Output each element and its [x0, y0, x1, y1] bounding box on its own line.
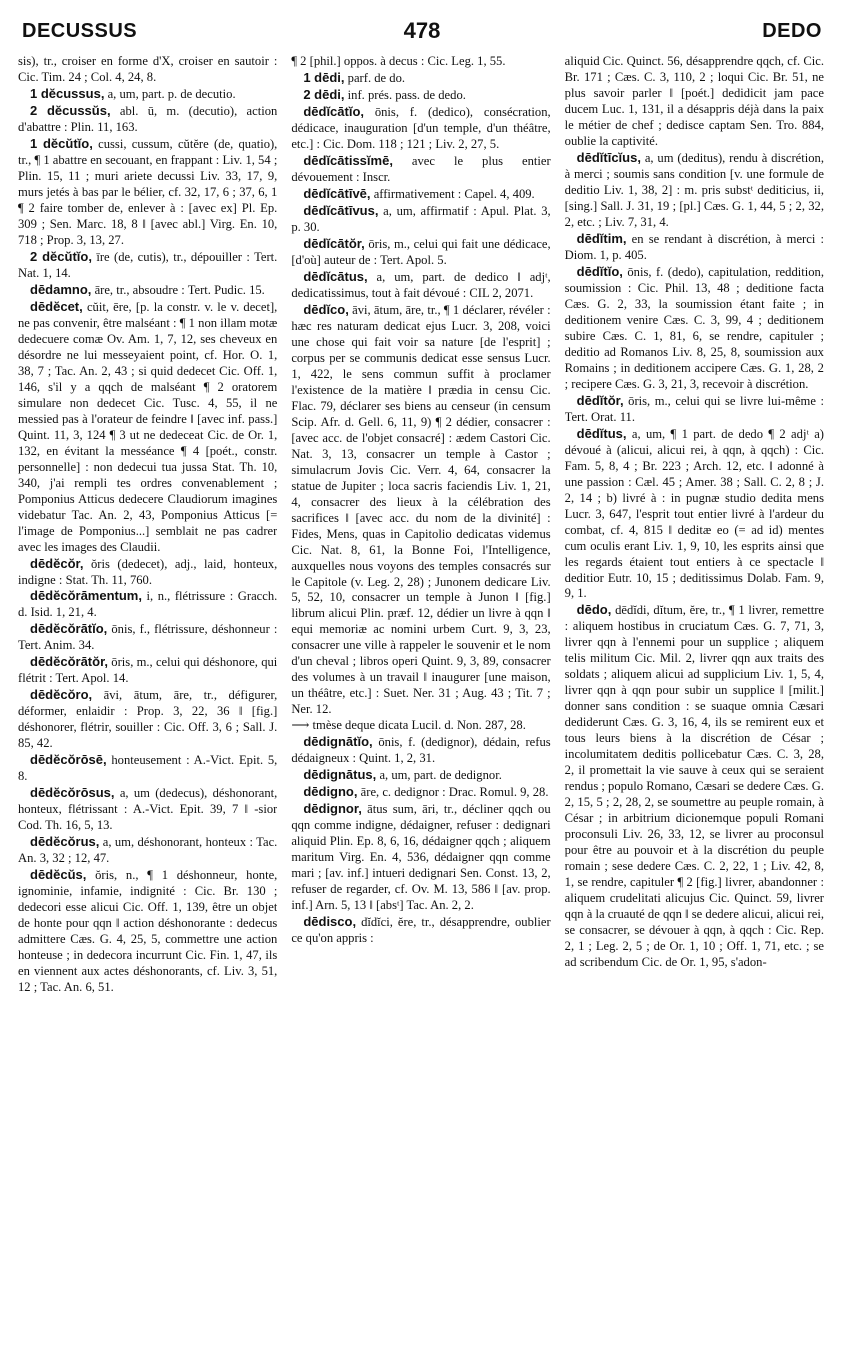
entry-headword: dēdĭcātus, [303, 268, 368, 284]
entry-text: ōris, m., celui qui se livre lui-même : Tert. Orat. 11. [564, 393, 824, 424]
entry-text: honteusement : A.-Vict. Epit. 5, 8. [18, 753, 278, 784]
entry-text: avec le plus entier dévouement : Inscr. [291, 153, 551, 184]
entry-headword: dēdĭco, [303, 301, 349, 317]
dictionary-entry [291, 734, 550, 767]
entry-headword: dēdĕcŏrus, [30, 834, 100, 850]
page-number: 478 [403, 18, 441, 43]
entry-text: āvi, ātum, āre, tr., défigurer, déformer, enlaidir : Prop. 3, 22, 36 ‖ [fig.] déshonorer, flétrir, souiller : Cic. Off. 3, 6 ; Sall. J. 85, 42. [18, 688, 278, 751]
left-running-headword: DECUSSUS [22, 20, 138, 42]
entry-headword: 1 dĕcussus, [30, 85, 105, 101]
dictionary-entry [18, 654, 277, 687]
dictionary-entry [18, 54, 277, 86]
dictionary-entry [18, 687, 277, 752]
entry-text: ōnis, f. (dedo), capitulation, reddition, soumission : Cic. Phil. 13, 48 ; deditione facta Cæs. G. 2, 33, la soumission étant faite ; in deditionem venire Cæs. C. 3, 99, 4 ; deditionem subire Cæs. C. 1, 81, 6, se rendre, capituler ; deditio ad Romanos Liv. 8, 25, 8, soumission aux Romains ; in deditionem accipere Cæs. G. 1, 28, 2 ; recipere Cæs. G. 3, 21, 3, recevoir à discrétion. [564, 264, 824, 391]
entry-text: en se rendant à discrétion, à merci : Diom. 1, p. 405. [564, 231, 824, 262]
entry-headword: dēdĭcātīvē, [303, 185, 371, 201]
dictionary-entry [291, 203, 550, 236]
entry-text: ōris, m., celui qui fait une dédicace, [d'où] auteur de : Tert. Apol. 5. [291, 236, 551, 267]
dictionary-entry [291, 186, 550, 203]
dictionary-entry [18, 249, 277, 282]
entry-text: dēdĭdi, dĭtum, ĕre, tr., ¶ 1 livrer, remettre : aliquem hostibus in cruciatum Cæs. G. 7, 71, 3, livrer qqn à l'ennemi pour un supplice ; aliquem telis militum Cic. Mil. 2, livrer qqn aux traits des soldats ; aliquem alicui ad supplicium Liv. 1, 5, 4, livrer qqn à qqn pour subir un supplice ‖ [milit.] donner sans condition : se suaque omnia Cæsari dediderunt Cæs. G. 3, 16, 4, ils se remirent eux et tous leurs biens à la discrétion de César ; incolumitatem deditis pollicebatur Cæs. C. 3, 28, 2, il promettait la vie sauve à ceux qui se seraient rendus ; populo Romano, Cæsari se dedere Cæs. G. 2, 15, 5 ; 2, 28, 2, se soumettre au peuple romain, à César ; in arbitrium dicionemque populi Romani proconsuli Liv. 26, 33, 12, se livrer au proconsul pour être au pouvoir et à la discrétion du peuple romain ; sese dedere Cæs. C. 2, 22, 1 ; Liv. 42, 8, 1, se rendre, capituler ¶ 2 [fig.] livrer, abandonner : aliquem crudelitati alicujus Cic. Quinct. 59, livrer qqn à la cruauté de qqn ‖ se dedere alicui, alicui rei, se consacrer, se dévouer à qqn, à qqch : Cic. Rep. 2, 1 ; Leg. 2, 5 ; de Or. 1, 10 ; Off. 1, 71, etc. ; se ad scribendum Cic. de Or. 1, 95, s'adon- [564, 603, 824, 970]
entry-text: īre (de, cutis), tr., dépouiller : Tert. Nat. 1, 14. [18, 249, 278, 280]
dictionary-entry [291, 70, 550, 87]
entry-text: ōnis, f. (dedico), consécration, dédicace, inauguration [d'un temple, d'un théâtre, etc.] : Cic. Dom. 118 ; 121 ; Liv. 2, 27, 5. [291, 104, 551, 151]
entry-headword: dēdĭcātĭo, [303, 103, 365, 119]
entry-text: dĭdĭci, ĕre, tr., désapprendre, oublier ce qu'on appris : [291, 915, 551, 946]
entry-headword: dēdisco, [303, 914, 357, 930]
entry-text: a, um (deditus), rendu à discrétion, à merci ; soumis sans condition [v. une formule de deditio Liv. 1, 38, 2] : m. pris substᵗ dediticius, ii, [sing.] Sall. J. 31, 19 ; [pl.] Cæs. G. 1, 44, 5 ; 2, 32, 2, etc. ; Liv. 7, 31, 4. [564, 150, 824, 229]
dictionary-entry [291, 767, 550, 784]
column-3 [565, 54, 824, 1344]
entry-text: a, um, part. de dedico ‖ adjᵗ, dedicatissimus, tout à fait dévoué : CIL 2, 2071. [291, 269, 551, 300]
entry-headword: dēdĭtŏr, [576, 392, 624, 408]
dictionary-entry [565, 602, 824, 971]
entry-text: ŏris (dedecet), adj., laid, honteux, indigne : Stat. Th. 11, 760. [18, 556, 278, 587]
dictionary-entry [565, 426, 824, 603]
entry-headword: dēdĭcātissĭmē, [303, 152, 393, 168]
dictionary-entry [291, 914, 550, 947]
entry-headword: dēdĭcātŏr, [303, 235, 365, 251]
entry-headword: dēdigno, [303, 784, 358, 800]
dictionary-entry [291, 302, 550, 719]
dictionary-entry [18, 867, 277, 996]
entry-headword: dēdignor, [303, 801, 362, 817]
dictionary-entry [18, 299, 277, 556]
dictionary-entry [565, 150, 824, 231]
entry-text: ¶ 2 [phil.] oppos. à decus : Cic. Leg. 1, 55. [291, 54, 506, 68]
dictionary-entry [291, 718, 550, 734]
entry-headword: dēdĕcŏrātĭo, [30, 621, 108, 637]
entry-headword: dēdĭtīcĭus, [576, 149, 641, 165]
column-1 [18, 54, 277, 1344]
entry-text: abl. ū, m. (decutio), action d'abattre : Plin. 11, 163. [18, 103, 278, 134]
entry-text: affirmativement : Capel. 4, 409. [373, 186, 535, 201]
entry-headword: dēdĕcŏrātŏr, [30, 654, 109, 670]
entry-text: cŭit, ēre, [p. la constr. v. le v. decet], ne pas convenir, être malséant : ¶ 1 non illam motæ dedecuere comæ Ov. Am. 1, 7, 12, ses cheveux en désordre ne lui messeyaient point, cf. Hor. O. 1, 38, 7 ; Tac. An. 2, 43 ; si quid dedecet Cic. Off. 1, 146, s'il y a qqch de malséant ¶ 2 oratorem simulare non dedecet Cic. Tusc. 4, 55, il ne messied pas à l'orateur de feindre ‖ [avec inf. pass.] Quint. 11, 3, 124 ¶ 3 ut ne dedeceat Cic. de Or. 1, 132, en évitant la messéance ¶ 4 [poét., constr. personnelle] : non dedecui tua jussa Stat. Th. 10, 340, j'ai rempli tes ordres convenablement ; Pomponius Atticus dedecere Claudiorum imagines videbatur Tac. An. 2, 43, Pomponius Atticus [= l'image de Pomponius...] semblait ne pas cadrer avec les images des Claudii. [18, 299, 278, 554]
dictionary-entry [18, 834, 277, 867]
entry-text: āvi, ātum, āre, tr., ¶ 1 déclarer, révéler : hæc res naturam dedicat ejus Lucr. 3, 208, voici une chose qui fait voir sa nature [de l'esprit] ; corpus per se communis dedicat esse sensus Lucr. 1, 422, le sens commun suffit à proclamer l'existence de la matière ‖ prædia in censu Cic. Flac. 79, déclarer ses biens au censeur (in censum Scip. Afr. d. Gell. 6, 11, 9) ¶ 2 dédier, consacrer : [avec acc. de l'objet consacré] : ædem Castori Cic. Nat. 3, 13, consacrer un temple à Castor ; simulacrum Jovis Cic. Verr. 4, 64, consacrer la statue de Jupiter ; loca sacris faciendis Liv. 1, 21, 4, consacrer des lieux à la célébration des sacrifices ‖ [avec acc. du nom de la divinité] : Fides, Mens, quas in Capitolio dedicatas videmus Cic. Nat. 8, 61, la Bonne Foi, l'Intelligence, auxquelles nous voyons des temples consacrés sur le Capitole (v. Leg. 2, 28) ; Junonem dedicare Liv. 5, 52, 10, consacrer un temple à Junon ‖ [fig.] librum alicui Plin. præf. 12, dédier un livre à qqn ‖ equi memoriæ ac nomini urbem Curt. 9, 3, 23, consacrer une ville à rappeler le souvenir et le nom d'un cheval ; libros operi Quint. 9, 3, 89, consacrer des volumes à un travail ‖ inaugurer [une maison, un théâtre, etc.] : Suet. Ner. 31 ; Aug. 43 ; Tit. 7 ; Ner. 12. [291, 302, 551, 717]
entry-text: āre, c. dedignor : Drac. Romul. 9, 28. [360, 785, 549, 800]
entry-headword: dēdĭtim, [576, 230, 627, 246]
dictionary-columns [18, 54, 824, 1344]
column-2 [291, 54, 550, 1344]
dictionary-entry [291, 54, 550, 70]
entry-text: a, um, déshonorant, honteux : Tac. An. 3, 32 ; 12, 47. [18, 835, 278, 866]
dictionary-entry [18, 282, 277, 299]
entry-headword: 1 dēdi, [303, 69, 345, 85]
entry-headword: dēdĭcātīvus, [303, 202, 379, 218]
entry-headword: 1 dĕcŭtĭo, [30, 135, 93, 151]
dictionary-entry [291, 104, 550, 153]
dictionary-entry [291, 87, 550, 104]
entry-text: a, um, part. de dedignor. [379, 768, 502, 783]
entry-headword: dēdĕcŭs, [30, 867, 87, 883]
entry-headword: dēdĕcet, [30, 298, 83, 314]
entry-text: aliquid Cic. Quinct. 56, désapprendre qqch, cf. Cic. Br. 171 ; Cæs. C. 3, 110, 2 ; loqui Cic. Br. 51, ne plus savoir parler ‖ [poét.] dedidicit jam pace ducem Luc. 1, 131, il a désappris déjà dans la paix le métier de chef ; dedisce captam Sen. Tro. 884, oublie la captivité. [564, 54, 824, 148]
dictionary-entry [291, 236, 550, 269]
entry-headword: 2 dĕcussŭs, [30, 102, 111, 118]
entry-text: a, um, affirmatif : Apul. Plat. 3, p. 30. [291, 203, 551, 234]
entry-text: ōnis, f. (dedignor), dédain, refus dédaigneux : Quint. 1, 2, 31. [291, 735, 551, 766]
entry-text: a, um (dedecus), déshonorant, honteux, flétrissant : A.-Vict. Epit. 39, 7 ‖ -sior Cod. Th. 16, 5, 13. [18, 786, 278, 833]
dictionary-entry [565, 54, 824, 150]
entry-headword: dēdĭtus, [576, 425, 627, 441]
right-running-headword: DEDO [762, 20, 822, 42]
dictionary-entry [565, 231, 824, 264]
dictionary-entry [18, 785, 277, 834]
dictionary-entry [18, 103, 277, 136]
entry-text: parf. de do. [347, 70, 406, 85]
entry-text: i, n., flétrissure : Gracch. d. Isid. 1, 21, 4. [18, 589, 278, 620]
entry-text: inf. prés. pass. de dedo. [347, 87, 466, 102]
dictionary-entry [18, 621, 277, 654]
entry-headword: dēdĕcŏrōsē, [30, 752, 107, 768]
page-header [22, 14, 822, 48]
dictionary-entry [18, 588, 277, 621]
dictionary-entry [18, 136, 277, 249]
entry-headword: dēdĭtĭo, [576, 263, 623, 279]
entry-headword: dēdĕcŏr, [30, 555, 84, 571]
entry-headword: dēdignātus, [303, 767, 377, 783]
dictionary-entry [18, 86, 277, 103]
entry-text: ⟶ tmèse deque dicata Lucil. d. Non. 287, 28. [291, 718, 526, 733]
entry-text: āre, tr., absoudre : Tert. Pudic. 15. [94, 282, 265, 297]
dictionary-entry [565, 393, 824, 426]
entry-headword: dēdignātĭo, [303, 734, 373, 750]
entry-text: a, um, part. p. de decutio. [107, 86, 236, 101]
entry-headword: 2 dĕcŭtĭo, [30, 248, 92, 264]
entry-text: sis), tr., croiser en forme d'X, croiser en sautoir : Cic. Tim. 24 ; Col. 4, 24, 8. [18, 54, 278, 84]
entry-text: ōris, m., celui qui déshonore, qui flétrit : Tert. Apol. 14. [18, 655, 278, 686]
dictionary-entry [291, 153, 550, 186]
entry-text: ŏris, n., ¶ 1 déshonneur, honte, ignominie, infamie, indignité : Cic. Br. 130 ; dedecori esse alicui Cic. Off. 1, 139, être un objet de honte pour qqn ‖ action déshonorante : dedecus admittere Cæs. G. 4, 25, 5, commettre une action honteuse ; in dedecora incurrunt Cic. Fin. 1, 47, ils en viennent aux actes déshonorants, cf. Liv. 3, 51, 12 ; Tac. An. 6, 51. [18, 868, 278, 995]
dictionary-entry [18, 556, 277, 589]
entry-text: a, um, ¶ 1 part. de dedo ¶ 2 adjᵗ a) dévoué à (alicui, alicui rei, à qqn, à qqch) : Cic. Fam. 5, 8, 4 ; Br. 223 ; Arch. 12, etc. ‖ adonné à une passion : Cæl. 45 ; Amer. 38 ; Sall. C. 2, 8 ; J. 2, 14 ; b) livré à : in pugnæ studio dedita mens Lucr. 3, 647, l'esprit tout entier livré à l'ardeur du combat, cf. 4, 815 ‖ deditæ eo (= ad id) mentes cum oculis erant Liv. 1, 9, 10, les esprits ainsi que les regards étaient tout entiers à ce spectacle ‖ deditior Eutr. 10, 15 ; deditissimus Dolab. Fam. 9, 9, 1. [564, 426, 824, 601]
entry-text: cussi, cussum, cŭtĕre (de, quatio), tr., ¶ 1 abattre en secouant, en frappant : Liv. 1, 54 ; Plin. 15, 11 ; muri ariete decussi Liv. 33, 17, 9, murs jetés à bas par le bélier, cf. 32, 17, 6 ; 37, 6, 1 ¶ 2 faire tomber de, enlever à : [avec ex] Pl. Ep. 309 ; Sen. Marc. 18, 8 ‖ [avec abl.] Virg. En. 10, 718 ; Prop. 3, 13, 27. [18, 136, 278, 247]
dictionary-entry [18, 752, 277, 785]
dictionary-entry [565, 264, 824, 393]
entry-headword: 2 dēdi, [303, 86, 345, 102]
entry-headword: dēdamno, [30, 281, 92, 297]
dictionary-entry [291, 801, 550, 914]
dictionary-entry [291, 784, 550, 801]
entry-headword: dēdĕcŏrāmentum, [30, 588, 142, 604]
entry-headword: dēdĕcŏrōsus, [30, 785, 115, 801]
entry-headword: dēdĕcŏro, [30, 687, 93, 703]
entry-text: ōnis, f., flétrissure, déshonneur : Tert. Anim. 34. [18, 622, 278, 653]
entry-text: ātus sum, āri, tr., décliner qqch ou qqn comme indigne, dédaigner, refuser : dedignari aliquid Plin. Ep. 8, 6, 16, dédaigner qqch ; aliquem maritum Virg. En. 4, 536, dédaigner qqn comme mari ; [av. inf.] intueri dedignari Sen. Const. 13, 2, refuser de regarder, cf. Ov. M. 13, 586 ‖ [av. prop. inf.] Arn. 5, 13 ‖ [absᵗ] Tac. An. 2, 2. [291, 802, 551, 913]
dictionary-entry [291, 269, 550, 302]
entry-headword: dēdo, [576, 602, 612, 618]
